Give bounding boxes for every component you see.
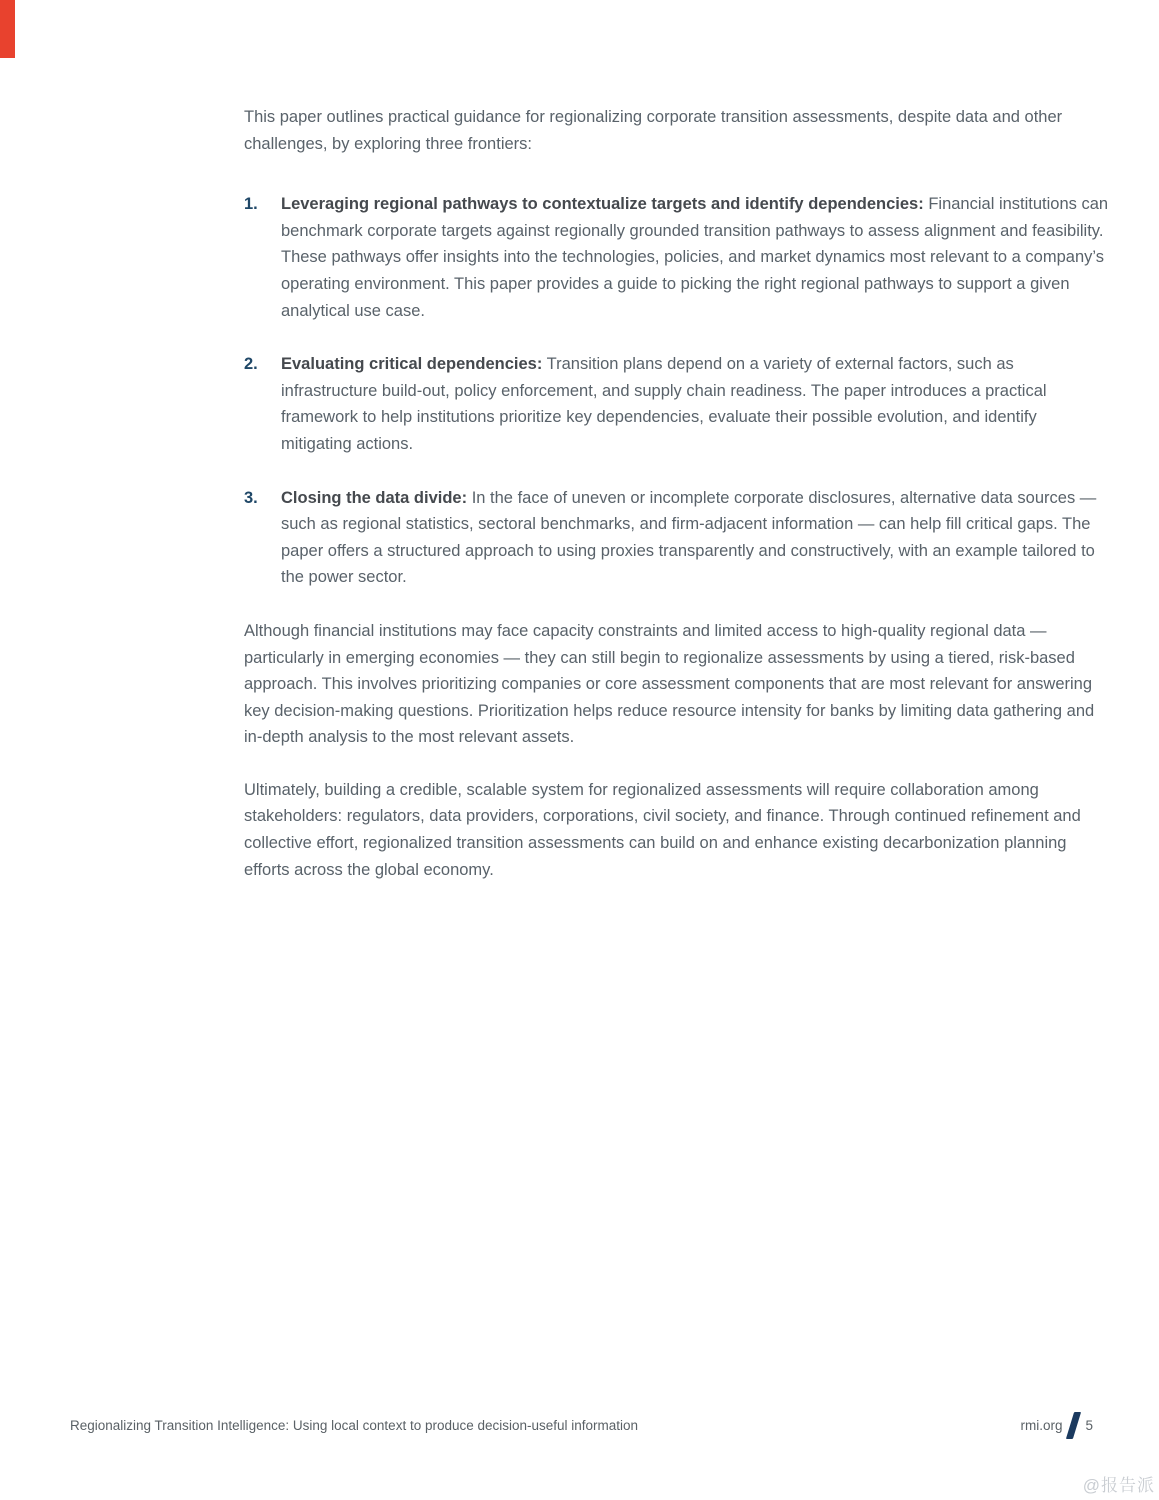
red-corner-accent-bar: [0, 0, 15, 58]
list-item-text: In the face of uneven or incomplete corporate disclosures, alternative data sources — such as regional statistics, sectoral benchmarks, and firm-adjacent information — can help fill critical gaps. The paper offers a structured approach to using proxies transparently and constructively, with an example tailored to the power sector.: [281, 488, 1097, 587]
list-item: [244, 191, 1110, 324]
list-item-body: [281, 191, 1110, 324]
footer-page-number: 5: [1085, 1417, 1093, 1433]
body-paragraph: Ultimately, building a credible, scalable system for regionalized assessments will require collaboration among stakeholders: regulators, data providers, corporations, civil society, and finance. Through continued refinement and collective effort, regionalized transition assessments can build on and enhance existing decarbonization planning efforts across the global economy.: [244, 780, 1081, 879]
list-item-text: Transition plans depend on a variety of external factors, such as infrastructure build-out, policy enforcement, and supply chain readiness. The paper introduces a practical framework to help institutions prioritize key dependencies, evaluate their possible evolution, and identify mitigating actions.: [281, 355, 1047, 453]
page-number-slash: [1066, 1412, 1081, 1439]
list-item-body: [281, 351, 1110, 457]
footer-document-title: Regionalizing Transition Intelligence: Using local context to produce decision-useful information: [70, 1417, 639, 1433]
footer-site-label: rmi.org: [1020, 1417, 1063, 1433]
list-item-number: 3.: [244, 488, 258, 507]
list-item: [244, 485, 1110, 591]
list-item-body: [281, 485, 1110, 591]
numbered-list: [244, 191, 1110, 591]
footer-page-marker: [1020, 1412, 1093, 1439]
page-footer: [70, 1410, 1093, 1440]
list-item-number: 2.: [244, 355, 258, 374]
list-item-lead: Closing the data divide:: [281, 488, 468, 507]
intro-paragraph: This paper outlines practical guidance for regionalizing corporate transition assessments, despite data and other challenges, by exploring three frontiers:: [244, 108, 1063, 153]
watermark: @报告派: [1082, 1476, 1155, 1495]
list-item-text: Financial institutions can benchmark corporate targets against regionally grounded transition pathways to assess alignment and feasibility. These pathways offer insights into the technologies, policies, and market dynamics most relevant to a company’s operating environment. This paper provides a guide to picking the right regional pathways to support a given analytical use case.: [281, 195, 1109, 320]
list-item-lead: Leveraging regional pathways to contextualize targets and identify dependencies:: [281, 195, 924, 214]
page-content: [244, 104, 1110, 909]
list-item-number: 1.: [244, 195, 258, 214]
list-item: [244, 351, 1110, 457]
body-paragraph: Although financial institutions may face capacity constraints and limited access to high-quality regional data — particularly in emerging economies — they can still begin to regionalize assessments by using a tiered, risk-based approach. This involves prioritizing companies or core assessment components that are most relevant for answering key decision-making questions. Prioritization helps reduce resource intensity for banks by limiting data gathering and in-depth analysis to the most relevant assets.: [244, 621, 1095, 747]
list-item-lead: Evaluating critical dependencies:: [281, 355, 543, 374]
